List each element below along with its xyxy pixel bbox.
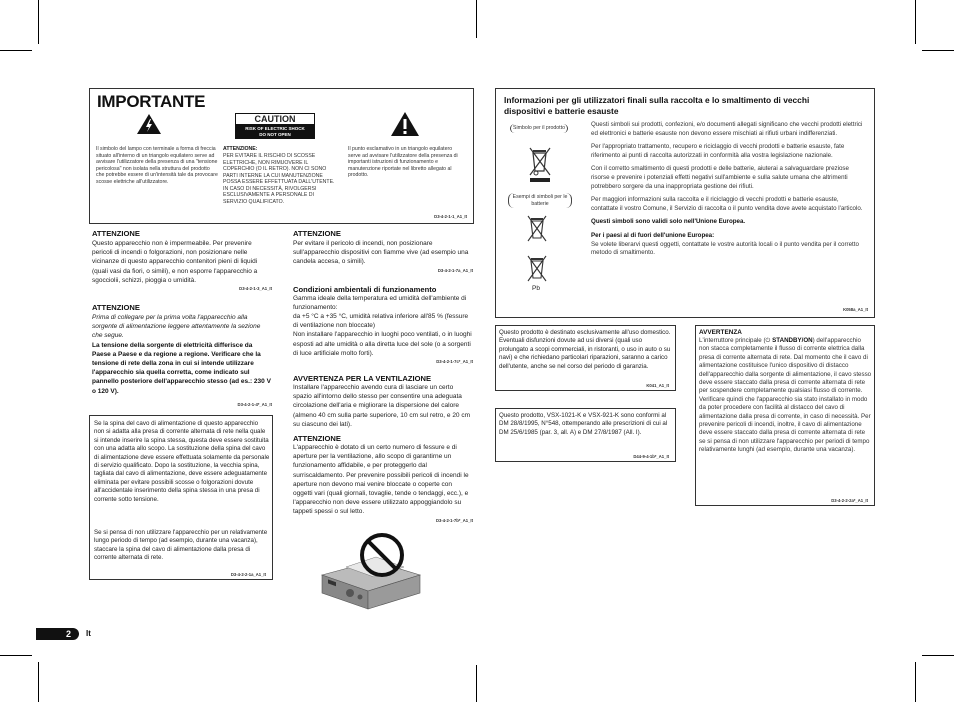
- mid-att2-text: L'apparecchio è dotato di un certo numero di fessure e di aperture per la ventilazione, allo scopo di garantirne un funzionamento affidabile, e per proteggerlo dal surriscaldamento. Per prevenire possibili pericoli di incendi le aperture non devono mai venire bloccate o coperte con oggetti vari (quali giornali, tovaglie, tende o tendaggi, ecc.), e l'apparecchio non deve essere utilizzato appoggiandolo su tappeti spessi o sul letto.: [293, 444, 469, 516]
- standby-label: STANDBY/ON: [770, 337, 813, 344]
- left-column: [92, 229, 272, 407]
- dm-conformity-text: Questo prodotto, VSX-1021-K e VSX-921-K sono conformi al DM 28/8/1995, N°548, ottemperando alle prescrizioni di cui al DM 25/6/1985 (par. 3, all. A) e DM 27/8/1987 (All. I).: [499, 412, 668, 436]
- disposal-info-box: [495, 88, 875, 318]
- mid-att1-code: D3-4-2-1-7a_A1_It: [437, 267, 473, 273]
- lightning-symbol-text: Il simbolo del lampo con terminale a forma di freccia situato all'interno di un triangolo equilatero serve ad avvisare l'utilizzatore della presenza di una "tensione pericolosa" non isolata nella struttura del prodotto che potrebbe essere di un'intensità tale da provocare scosse elettriche all'utilizzatore.: [96, 146, 218, 185]
- avvertenza-text: [699, 337, 872, 455]
- disposal-p6: Se volete liberarvi questi oggetti, contattate le vostre autorità locali o il punto vendita per il corretto metodo di smaltimento.: [591, 240, 859, 257]
- disposal-info-code: K058a_A1_It: [843, 307, 868, 312]
- crossed-bin-battery-icon-2: [526, 254, 548, 284]
- receiver-no-covering-illustration: [316, 531, 426, 613]
- disposal-p2: Per l'appropriato trattamento, recupero e riciclaggio di vecchi prodotti e batterie esauste, fate riferimento ai punti di raccolta autorizzati in conformità alla vostra legislazione nazionale.: [591, 143, 845, 159]
- mid-att1-heading: ATTENZIONE: [293, 229, 341, 238]
- caution-line1: RISK OF ELECTRIC SHOCK: [245, 126, 305, 131]
- avvertenza-code: D3-4-2-2-2a*_A1_It: [831, 498, 868, 503]
- page-number-tab: [36, 628, 79, 640]
- middle-column: [293, 229, 473, 523]
- attenzione-cover-title: ATTENZIONE:: [223, 146, 258, 152]
- crossed-bin-battery-icon-1: [526, 214, 548, 244]
- page-number: 2: [65, 629, 71, 639]
- att1-code: D3-4-2-1-3_A1_It: [239, 286, 272, 292]
- mid-att2-heading: ATTENZIONE: [293, 434, 341, 444]
- language-code: It: [86, 629, 91, 638]
- exclamation-symbol-text: Il punto esclamativo in un triangolo equilatero serve ad avvisare l'utilizzatore della presenza di importanti istruzioni di funzionamento e manutenzione riportate nel libretto allegato al prodotto.: [348, 146, 458, 178]
- lightning-warning-icon: [136, 113, 162, 135]
- disposal-p6-title: Per i paesi al di fuori dell'unione Europea:: [591, 231, 715, 239]
- att1-heading: ATTENZIONE: [92, 229, 140, 238]
- standby-icon: ⏻: [765, 337, 771, 344]
- caution-label: [235, 113, 315, 139]
- att2-italic-text: Prima di collegare per la prima volta l'apparecchio alla sorgente di alimentazione leggere attentamente la sezione che segue.: [92, 314, 261, 340]
- caution-line2: DO NOT OPEN: [259, 132, 291, 137]
- conditions-placement: Non installare l'apparecchio in luoghi poco ventilati, o in luoghi esposti ad alte umidità o alla diretta luce del sole (o a sorgenti di luce artificiale molto forti).: [293, 331, 472, 357]
- disposal-info-title: Informazioni per gli utilizzatori finali sulla raccolta e lo smaltimento di vecchi dispositivi e batterie esauste: [504, 95, 810, 116]
- avvertenza-box: [695, 325, 875, 506]
- crossed-bin-product-icon: [528, 144, 552, 184]
- disposal-info-body: [591, 121, 867, 258]
- caution-title: CAUTION: [235, 113, 315, 125]
- conditions-heading: Condizioni ambientali di funzionamento: [293, 284, 437, 294]
- attenzione-cover-text: PER EVITARE IL RISCHIO DI SCOSSE ELETTRICHE, NON RIMUOVERE IL COPERCHIO (O IL RETRO). NON CI SONO PARTI INTERNE LA CUI MANUTENZIONE POSSA ESSERE EFFETTUATA DALL'UTENTE. IN CASO DI NECESSITÀ, RIVOLGERSI ESCLUSIVAMENTE A PERSONALE DI SERVIZIO QUALIFICATO.: [223, 153, 335, 205]
- plug-replacement-text: Se la spina del cavo di alimentazione di questo apparecchio non si adatta alla presa di corrente alternata di rete nella quale si intende inserire la spina stessa, questa deve essere sostituita con una adatta allo scopo. La sostituzione della spina del cavo di alimentazione deve essere effettuata solamente da personale di servizio qualificato. Dopo la sostituzione, la vecchia spina, tagliata dal cavo di alimentazione, deve essere adeguatamente eliminata per evitare possibili scosse o folgorazioni dovute all'accidentale inserimento della spina stessa in una presa di corrente sotto tensione.: [94, 420, 270, 503]
- domestic-use-code: K041_A1_It: [646, 383, 669, 388]
- avvertenza-heading: AVVERTENZA: [699, 329, 742, 336]
- mid-att1-text: Per evitare il pericolo di incendi, non posizionare sull'apparecchio dispositivi con fiamme vive (ad esempio una candela accesa, o simili).: [293, 240, 469, 266]
- importante-code: D3-4-2-1-1_A1_It: [434, 214, 467, 219]
- importante-title: IMPORTANTE: [97, 92, 206, 111]
- avvertenza-text-post: ) dell'apparecchio non stacca completamente il flusso di corrente elettrica dalla presa di corrente alternata di rete. Dal momento che il cavo di alimentazione costituisce l'unico dispositivo di distacco dell'apparecchio dalla sorgente di alimentazione, il cavo stesso deve essere staccato dalla presa di corrente alternata di rete per sospendere completamente qualsiasi flusso di corrente. Verificare quindi che l'apparecchio sia stato installato in modo da poter procedere con facilità al distacco del cavo di alimentazione dalla presa di corrente, in caso di necessità. Per prevenire pericoli di incendi, inoltre, il cavo di alimentazione deve essere staccato dalla presa di corrente alternata di rete se si pensa di non utilizzare l'apparecchio per periodi di tempo relativamente lunghi (ad esempio, durante una vacanza).: [699, 337, 872, 454]
- dm-conformity-code: D44-9-4-1b*_A1_It: [633, 454, 669, 459]
- ventilation-heading: AVVERTENZA PER LA VENTILAZIONE: [293, 374, 432, 384]
- disposal-p5: Questi simboli sono validi solo nell'Unione Europea.: [591, 218, 746, 226]
- disposal-p3: Con il corretto smaltimento di questi prodotti e delle batterie, aiuterai a salvaguardare preziose risorse e prevenire i potenziali effetti negativi sull'ambiente e sulla salute umana che altrimenti potrebbero sorgere da una inappropriata gestione dei rifiuti.: [591, 165, 849, 190]
- att2-code: D3-4-2-1-4*_A1_It: [237, 401, 272, 407]
- plug-replacement-code: D3-4-2-2-1a_A1_It: [230, 572, 266, 577]
- importante-box: [89, 88, 474, 224]
- ventilation-text: Installare l'apparecchio avendo cura di lasciare un certo spazio all'intorno dello stesso per consentire una adeguata circolazione dell'aria e migliorare la dispersione del calore (almeno 40 cm sulla parte superiore, 10 cm sul retro, e 20 cm su ciascuno dei lati).: [293, 384, 471, 428]
- disposal-p1: Questi simboli sui prodotti, confezioni, e/o documenti allegati significano che vecchi prodotti elettrici ed elettronici e batterie esauste non devono essere mischiati ai rifiuti urbani indifferenziati.: [591, 121, 863, 137]
- att1-text: Questo apparecchio non è impermeabile. Per prevenire pericoli di incendi o folgorazioni, non posizionare nelle vicinanze di questo apparecchio contenitori pieni di liquidi (quali vasi da fiori, o simili), e non esporre l'apparecchio a sgocciolii, schizzi, pioggia o umidità.: [92, 240, 258, 284]
- att2-heading: ATTENZIONE: [92, 303, 140, 313]
- plug-replacement-box: [89, 415, 273, 580]
- long-absence-text: Se si pensa di non utilizzare l'apparecchio per un relativamente lungo periodo di tempo (ad esempio, durante una vacanza), staccare la spina del cavo di alimentazione dalla presa di corrente alternata di rete.: [94, 529, 268, 562]
- conditions-code: D3-4-2-1-7c*_A1_It: [436, 359, 473, 365]
- domestic-use-box: [495, 325, 676, 391]
- mid-att2-code: D3-4-2-1-7b*_A1_It: [435, 517, 473, 523]
- att2-bold-text: La tensione della sorgente di elettricità differisce da Paese a Paese e da regione a regione. Verificare che la tensione di rete della zona in cui si intende utilizzare l'apparecchio sia quella corretta, come indicato sul pannello posteriore dell'apparecchio stesso (ad es.: 230 V o 120 V).: [92, 341, 271, 395]
- pb-label: Pb: [532, 285, 540, 292]
- battery-symbol-label: Esempi di simboli per le batterie: [508, 193, 572, 208]
- conditions-range: da +5 °C a +35 °C, umidità relativa inferiore all'85 % (fessure di ventilazione non bloccate): [293, 313, 469, 330]
- product-symbol-label: Simbolo per il prodotto: [510, 124, 568, 133]
- exclamation-warning-icon: [390, 111, 420, 137]
- disposal-p4: Per maggiori informazioni sulla raccolta e il riciclaggio di vecchi prodotti e batterie esauste, contattate il vostro Comune, il Servizio di raccolta o il punto vendita dove avete acquistato l'articolo.: [591, 196, 863, 212]
- dm-conformity-box: [495, 408, 676, 462]
- conditions-text: Gamma ideale della temperatura ed umidità dell'ambiente di funzionamento:: [293, 294, 467, 311]
- domestic-use-text: Questo prodotto è destinato esclusivamente all'uso domestico. Eventuali disfunzioni dovute ad usi diversi (quali uso prolungato a scopi commerciali, in ristoranti, o uso in auto o su navi) e che richiedano particolari riparazioni, saranno a carico dell'utente, anche se nel corso del periodo di garanzia.: [499, 329, 671, 370]
- avvertenza-text-pre: L'interruttore principale (: [699, 337, 766, 344]
